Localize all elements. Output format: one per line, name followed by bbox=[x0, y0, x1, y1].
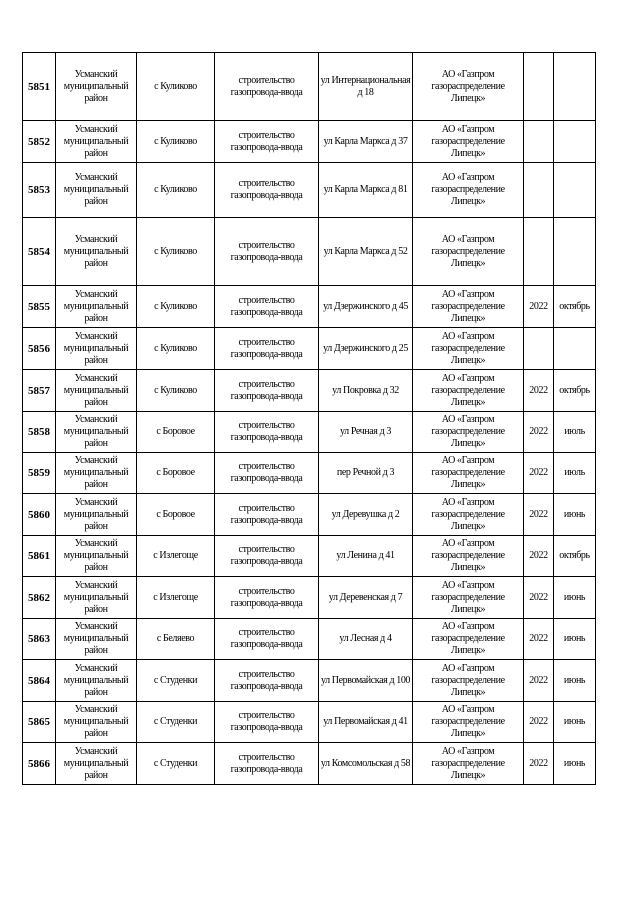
month-cell: июнь bbox=[554, 577, 596, 619]
table-body bbox=[23, 53, 596, 785]
work-cell: строительство газопровода-ввода bbox=[215, 702, 319, 743]
table-row bbox=[23, 121, 596, 163]
district-cell: Усманский муниципальный район bbox=[56, 494, 137, 536]
table-row bbox=[23, 453, 596, 494]
year-cell bbox=[524, 218, 554, 286]
year-cell: 2022 bbox=[524, 412, 554, 453]
org-cell: АО «Газпром газораспределение Липецк» bbox=[413, 577, 524, 619]
org-cell: АО «Газпром газораспределение Липецк» bbox=[413, 53, 524, 121]
village-cell: с Куликово bbox=[137, 370, 215, 412]
district-cell: Усманский муниципальный район bbox=[56, 328, 137, 370]
village-cell: с Куликово bbox=[137, 53, 215, 121]
district-cell: Усманский муниципальный район bbox=[56, 536, 137, 577]
address-cell: ул Первомайская д 100 bbox=[319, 660, 413, 702]
year-cell: 2022 bbox=[524, 660, 554, 702]
org-cell: АО «Газпром газораспределение Липецк» bbox=[413, 412, 524, 453]
org-cell: АО «Газпром газораспределение Липецк» bbox=[413, 494, 524, 536]
village-cell: с Излегоще bbox=[137, 536, 215, 577]
table-row bbox=[23, 370, 596, 412]
village-cell: с Студенки bbox=[137, 702, 215, 743]
district-cell: Усманский муниципальный район bbox=[56, 702, 137, 743]
village-cell: с Боровое bbox=[137, 412, 215, 453]
work-cell: строительство газопровода-ввода bbox=[215, 163, 319, 218]
work-cell: строительство газопровода-ввода bbox=[215, 53, 319, 121]
address-cell: ул Речная д 3 bbox=[319, 412, 413, 453]
address-cell: ул Первомайская д 41 bbox=[319, 702, 413, 743]
org-cell: АО «Газпром газораспределение Липецк» bbox=[413, 218, 524, 286]
org-cell: АО «Газпром газораспределение Липецк» bbox=[413, 453, 524, 494]
address-cell: ул Карла Маркса д 52 bbox=[319, 218, 413, 286]
table-row bbox=[23, 619, 596, 660]
village-cell: с Куликово bbox=[137, 286, 215, 328]
org-cell: АО «Газпром газораспределение Липецк» bbox=[413, 619, 524, 660]
year-cell: 2022 bbox=[524, 370, 554, 412]
work-cell: строительство газопровода-ввода bbox=[215, 218, 319, 286]
district-cell: Усманский муниципальный район bbox=[56, 218, 137, 286]
year-cell bbox=[524, 328, 554, 370]
year-cell bbox=[524, 53, 554, 121]
num-cell: 5863 bbox=[23, 619, 56, 660]
address-cell: ул Деревушка д 2 bbox=[319, 494, 413, 536]
district-cell: Усманский муниципальный район bbox=[56, 53, 137, 121]
month-cell bbox=[554, 53, 596, 121]
table-row bbox=[23, 743, 596, 785]
address-cell: ул Карла Маркса д 81 bbox=[319, 163, 413, 218]
village-cell: с Куликово bbox=[137, 218, 215, 286]
district-cell: Усманский муниципальный район bbox=[56, 163, 137, 218]
num-cell: 5866 bbox=[23, 743, 56, 785]
org-cell: АО «Газпром газораспределение Липецк» bbox=[413, 121, 524, 163]
month-cell bbox=[554, 218, 596, 286]
month-cell: октябрь bbox=[554, 536, 596, 577]
year-cell bbox=[524, 121, 554, 163]
work-cell: строительство газопровода-ввода bbox=[215, 619, 319, 660]
month-cell: июнь bbox=[554, 660, 596, 702]
table-row bbox=[23, 702, 596, 743]
year-cell bbox=[524, 163, 554, 218]
num-cell: 5859 bbox=[23, 453, 56, 494]
month-cell bbox=[554, 121, 596, 163]
org-cell: АО «Газпром газораспределение Липецк» bbox=[413, 536, 524, 577]
work-cell: строительство газопровода-ввода bbox=[215, 328, 319, 370]
district-cell: Усманский муниципальный район bbox=[56, 619, 137, 660]
num-cell: 5864 bbox=[23, 660, 56, 702]
month-cell: июль bbox=[554, 412, 596, 453]
month-cell bbox=[554, 163, 596, 218]
village-cell: с Студенки bbox=[137, 743, 215, 785]
address-cell: пер Речной д 3 bbox=[319, 453, 413, 494]
month-cell: июнь bbox=[554, 494, 596, 536]
village-cell: с Излегоще bbox=[137, 577, 215, 619]
address-cell: ул Интернациональная д 18 bbox=[319, 53, 413, 121]
work-cell: строительство газопровода-ввода bbox=[215, 577, 319, 619]
district-cell: Усманский муниципальный район bbox=[56, 453, 137, 494]
year-cell: 2022 bbox=[524, 494, 554, 536]
district-cell: Усманский муниципальный район bbox=[56, 370, 137, 412]
month-cell: июнь bbox=[554, 619, 596, 660]
table-row bbox=[23, 660, 596, 702]
address-cell: ул Ленина д 41 bbox=[319, 536, 413, 577]
num-cell: 5862 bbox=[23, 577, 56, 619]
work-cell: строительство газопровода-ввода bbox=[215, 494, 319, 536]
district-cell: Усманский муниципальный район bbox=[56, 121, 137, 163]
num-cell: 5858 bbox=[23, 412, 56, 453]
work-cell: строительство газопровода-ввода bbox=[215, 370, 319, 412]
num-cell: 5853 bbox=[23, 163, 56, 218]
year-cell: 2022 bbox=[524, 743, 554, 785]
table-row bbox=[23, 163, 596, 218]
district-cell: Усманский муниципальный район bbox=[56, 286, 137, 328]
table-row bbox=[23, 328, 596, 370]
num-cell: 5856 bbox=[23, 328, 56, 370]
district-cell: Усманский муниципальный район bbox=[56, 412, 137, 453]
num-cell: 5857 bbox=[23, 370, 56, 412]
org-cell: АО «Газпром газораспределение Липецк» bbox=[413, 743, 524, 785]
table-row bbox=[23, 286, 596, 328]
year-cell: 2022 bbox=[524, 453, 554, 494]
address-cell: ул Дзержинского д 45 bbox=[319, 286, 413, 328]
table-row bbox=[23, 577, 596, 619]
village-cell: с Куликово bbox=[137, 328, 215, 370]
table-row bbox=[23, 218, 596, 286]
num-cell: 5865 bbox=[23, 702, 56, 743]
month-cell: июнь bbox=[554, 743, 596, 785]
year-cell: 2022 bbox=[524, 286, 554, 328]
table-row bbox=[23, 494, 596, 536]
address-cell: ул Лесная д 4 bbox=[319, 619, 413, 660]
month-cell bbox=[554, 328, 596, 370]
work-cell: строительство газопровода-ввода bbox=[215, 453, 319, 494]
num-cell: 5852 bbox=[23, 121, 56, 163]
num-cell: 5855 bbox=[23, 286, 56, 328]
district-cell: Усманский муниципальный район bbox=[56, 660, 137, 702]
address-cell: ул Карла Маркса д 37 bbox=[319, 121, 413, 163]
work-cell: строительство газопровода-ввода bbox=[215, 412, 319, 453]
org-cell: АО «Газпром газораспределение Липецк» bbox=[413, 328, 524, 370]
village-cell: с Беляево bbox=[137, 619, 215, 660]
org-cell: АО «Газпром газораспределение Липецк» bbox=[413, 702, 524, 743]
village-cell: с Боровое bbox=[137, 453, 215, 494]
org-cell: АО «Газпром газораспределение Липецк» bbox=[413, 370, 524, 412]
month-cell: июнь bbox=[554, 702, 596, 743]
village-cell: с Боровое bbox=[137, 494, 215, 536]
work-cell: строительство газопровода-ввода bbox=[215, 743, 319, 785]
village-cell: с Куликово bbox=[137, 121, 215, 163]
month-cell: октябрь bbox=[554, 370, 596, 412]
work-cell: строительство газопровода-ввода bbox=[215, 286, 319, 328]
num-cell: 5851 bbox=[23, 53, 56, 121]
address-cell: ул Деревенская д 7 bbox=[319, 577, 413, 619]
district-cell: Усманский муниципальный район bbox=[56, 577, 137, 619]
work-cell: строительство газопровода-ввода bbox=[215, 660, 319, 702]
num-cell: 5854 bbox=[23, 218, 56, 286]
year-cell: 2022 bbox=[524, 702, 554, 743]
table-row bbox=[23, 536, 596, 577]
table-row bbox=[23, 412, 596, 453]
table-row bbox=[23, 53, 596, 121]
year-cell: 2022 bbox=[524, 577, 554, 619]
year-cell: 2022 bbox=[524, 619, 554, 660]
district-cell: Усманский муниципальный район bbox=[56, 743, 137, 785]
address-cell: ул Покровка д 32 bbox=[319, 370, 413, 412]
village-cell: с Студенки bbox=[137, 660, 215, 702]
month-cell: октябрь bbox=[554, 286, 596, 328]
org-cell: АО «Газпром газораспределение Липецк» bbox=[413, 163, 524, 218]
month-cell: июль bbox=[554, 453, 596, 494]
work-cell: строительство газопровода-ввода bbox=[215, 536, 319, 577]
gasification-table bbox=[22, 52, 596, 785]
address-cell: ул Комсомольская д 58 bbox=[319, 743, 413, 785]
num-cell: 5861 bbox=[23, 536, 56, 577]
address-cell: ул Дзержинского д 25 bbox=[319, 328, 413, 370]
org-cell: АО «Газпром газораспределение Липецк» bbox=[413, 286, 524, 328]
year-cell: 2022 bbox=[524, 536, 554, 577]
num-cell: 5860 bbox=[23, 494, 56, 536]
org-cell: АО «Газпром газораспределение Липецк» bbox=[413, 660, 524, 702]
village-cell: с Куликово bbox=[137, 163, 215, 218]
work-cell: строительство газопровода-ввода bbox=[215, 121, 319, 163]
